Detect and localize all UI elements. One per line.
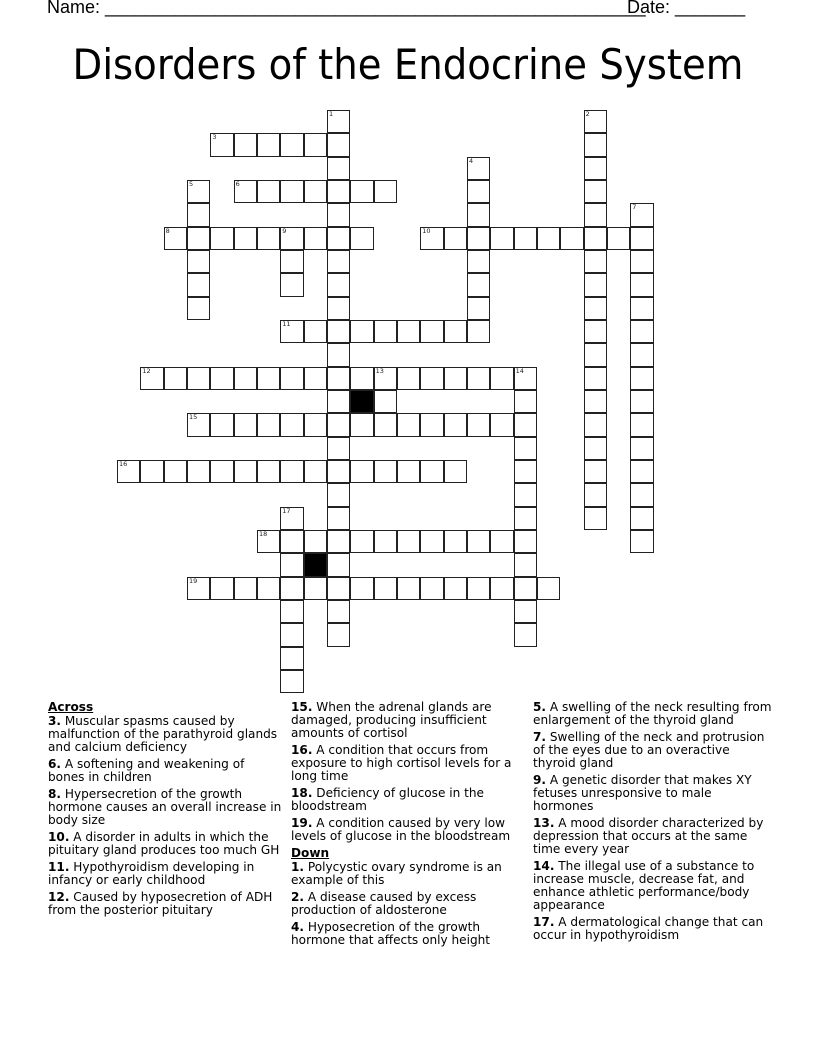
- grid-cell[interactable]: [584, 343, 607, 366]
- grid-cell[interactable]: [304, 460, 327, 483]
- grid-cell[interactable]: [467, 297, 490, 320]
- clue-number: 10: [422, 226, 431, 235]
- grid-cell[interactable]: [630, 390, 653, 413]
- grid-cell[interactable]: [280, 460, 303, 483]
- grid-cell[interactable]: [327, 553, 350, 576]
- clue-number: 8: [165, 226, 170, 235]
- grid-cell[interactable]: [327, 133, 350, 156]
- grid-cell[interactable]: [327, 157, 350, 180]
- grid-cell[interactable]: [327, 320, 350, 343]
- grid-cell[interactable]: [210, 577, 233, 600]
- grid-cell[interactable]: [234, 577, 257, 600]
- page-title: Disorders of the Endocrine System: [72, 40, 744, 89]
- grid-cell[interactable]: [327, 577, 350, 600]
- grid-cell[interactable]: [350, 460, 373, 483]
- grid-cell[interactable]: [467, 203, 490, 226]
- grid-cell[interactable]: [584, 437, 607, 460]
- grid-cell[interactable]: [490, 530, 513, 553]
- grid-cell[interactable]: [420, 577, 443, 600]
- grid-cell[interactable]: [327, 437, 350, 460]
- grid-cell[interactable]: [187, 227, 210, 250]
- clue-down-7: 7. Swelling of the neck and protrusion of the eyes due to an overactive thyroid gland: [533, 730, 765, 770]
- grid-cell[interactable]: [350, 180, 373, 203]
- grid-cell[interactable]: [444, 320, 467, 343]
- grid-cell[interactable]: [327, 273, 350, 296]
- grid-cell[interactable]: [257, 367, 280, 390]
- grid-cell[interactable]: [304, 367, 327, 390]
- grid-cell[interactable]: [280, 507, 303, 530]
- grid-cell[interactable]: [257, 180, 280, 203]
- clue-number: 2: [585, 110, 590, 118]
- grid-cell[interactable]: [584, 460, 607, 483]
- grid-cell[interactable]: [304, 577, 327, 600]
- grid-cell[interactable]: [514, 413, 537, 436]
- clue-across-15: 15. When the adrenal glands are damaged, producing insufficient amounts of cortisol: [291, 700, 492, 740]
- clue-across-3: 3. Muscular spasms caused by malfunction of the parathyroid glands and calcium deficiency: [48, 714, 278, 754]
- grid-cell[interactable]: [630, 530, 653, 553]
- grid-cell[interactable]: [187, 460, 210, 483]
- clue-number: 19: [188, 576, 198, 585]
- grid-cell[interactable]: [444, 460, 467, 483]
- grid-cell[interactable]: [584, 203, 607, 226]
- grid-cell[interactable]: [584, 507, 607, 530]
- grid-cell[interactable]: [467, 320, 490, 343]
- grid-cell[interactable]: [234, 227, 257, 250]
- clue-down-13: 13. A mood disorder characterized by depression that occurs at the same time every year: [533, 816, 764, 856]
- grid-cell[interactable]: [164, 367, 187, 390]
- clue-across-18: 18. Deficiency of glucose in the bloodstream: [291, 786, 484, 813]
- clue-number: 12: [142, 366, 151, 375]
- grid-cell[interactable]: [257, 133, 280, 156]
- grid-cell[interactable]: [187, 577, 210, 600]
- grid-cell[interactable]: [234, 180, 257, 203]
- grid-cell[interactable]: [374, 390, 397, 413]
- grid-cell[interactable]: [630, 343, 653, 366]
- grid-cell[interactable]: [327, 343, 350, 366]
- black-square: [350, 390, 373, 413]
- grid-cell[interactable]: [514, 623, 537, 646]
- grid-cell[interactable]: [234, 133, 257, 156]
- clues-column-3: [533, 701, 773, 946]
- grid-cell[interactable]: [584, 273, 607, 296]
- grid-cell[interactable]: [630, 483, 653, 506]
- grid-cell[interactable]: [420, 367, 443, 390]
- grid-cell[interactable]: [327, 390, 350, 413]
- grid-cell[interactable]: [327, 110, 350, 133]
- grid-cell[interactable]: [514, 367, 537, 390]
- clues-column-2: [291, 701, 523, 951]
- clue-number: 18: [258, 529, 268, 538]
- grid-cell[interactable]: [374, 413, 397, 436]
- grid-cell[interactable]: [280, 623, 303, 646]
- grid-cell[interactable]: [350, 320, 373, 343]
- grid-cell[interactable]: [304, 413, 327, 436]
- grid-cell[interactable]: [140, 460, 163, 483]
- grid-cell[interactable]: [630, 297, 653, 320]
- grid-cell[interactable]: [420, 227, 443, 250]
- grid-cell[interactable]: [514, 227, 537, 250]
- grid-cell[interactable]: [117, 460, 140, 483]
- grid-cell[interactable]: [607, 227, 630, 250]
- grid-cell[interactable]: [514, 577, 537, 600]
- grid-cell[interactable]: [444, 530, 467, 553]
- clue-down-1: 1. Polycystic ovary syndrome is an example of this: [291, 860, 502, 887]
- grid-cell[interactable]: [257, 460, 280, 483]
- grid-cell[interactable]: [327, 250, 350, 273]
- grid-cell[interactable]: [350, 367, 373, 390]
- grid-cell[interactable]: [327, 180, 350, 203]
- grid-cell[interactable]: [420, 460, 443, 483]
- grid-cell[interactable]: [164, 227, 187, 250]
- grid-cell[interactable]: [374, 367, 397, 390]
- grid-cell[interactable]: [490, 577, 513, 600]
- grid-cell[interactable]: [280, 180, 303, 203]
- grid-cell[interactable]: [280, 320, 303, 343]
- grid-cell[interactable]: [280, 227, 303, 250]
- clue-number: 6: [235, 179, 240, 188]
- grid-cell[interactable]: [420, 530, 443, 553]
- grid-cell[interactable]: [374, 577, 397, 600]
- grid-cell[interactable]: [444, 227, 467, 250]
- grid-cell[interactable]: [444, 413, 467, 436]
- grid-cell[interactable]: [514, 460, 537, 483]
- grid-cell[interactable]: [397, 320, 420, 343]
- grid-cell[interactable]: [420, 413, 443, 436]
- grid-cell[interactable]: [397, 530, 420, 553]
- grid-cell[interactable]: [280, 553, 303, 576]
- grid-cell[interactable]: [467, 367, 490, 390]
- grid-cell[interactable]: [280, 600, 303, 623]
- grid-cell[interactable]: [490, 367, 513, 390]
- grid-cell[interactable]: [210, 460, 233, 483]
- grid-cell[interactable]: [327, 507, 350, 530]
- grid-cell[interactable]: [187, 180, 210, 203]
- clue-number: 1: [328, 110, 334, 118]
- grid-cell[interactable]: [187, 203, 210, 226]
- grid-cell[interactable]: [210, 413, 233, 436]
- grid-cell[interactable]: [327, 460, 350, 483]
- grid-cell[interactable]: [397, 577, 420, 600]
- clue-across-6: 6. A softening and weakening of bones in children: [48, 757, 245, 784]
- grid-cell[interactable]: [374, 460, 397, 483]
- grid-cell[interactable]: [630, 413, 653, 436]
- grid-cell[interactable]: [187, 367, 210, 390]
- grid-cell[interactable]: [630, 320, 653, 343]
- clue-number: 16: [119, 459, 128, 468]
- grid-cell[interactable]: [584, 320, 607, 343]
- grid-cell[interactable]: [234, 460, 257, 483]
- grid-cell[interactable]: [187, 413, 210, 436]
- grid-cell[interactable]: [280, 670, 303, 693]
- grid-cell[interactable]: [514, 507, 537, 530]
- grid-cell[interactable]: [584, 250, 607, 273]
- clue-number: 13: [375, 366, 384, 375]
- grid-cell[interactable]: [584, 413, 607, 436]
- grid-cell[interactable]: [327, 623, 350, 646]
- grid-cell[interactable]: [467, 413, 490, 436]
- grid-cell[interactable]: [280, 133, 303, 156]
- grid-cell[interactable]: [467, 273, 490, 296]
- grid-cell[interactable]: [187, 297, 210, 320]
- clue-across-11: 11. Hypothyroidism developing in infancy or early childhood: [48, 860, 255, 887]
- grid-cell[interactable]: [630, 460, 653, 483]
- clue-down-9: 9. A genetic disorder that makes XY fetuses unresponsive to male hormones: [533, 773, 752, 813]
- grid-cell[interactable]: [350, 577, 373, 600]
- clue-number: 15: [188, 413, 198, 422]
- grid-cell[interactable]: [630, 250, 653, 273]
- grid-cell[interactable]: [397, 367, 420, 390]
- grid-cell[interactable]: [327, 600, 350, 623]
- grid-cell[interactable]: [584, 367, 607, 390]
- grid-cell[interactable]: [257, 577, 280, 600]
- grid-cell[interactable]: [164, 460, 187, 483]
- grid-cell[interactable]: [234, 413, 257, 436]
- grid-cell[interactable]: [537, 227, 560, 250]
- grid-cell[interactable]: [514, 437, 537, 460]
- clue-number: 9: [282, 226, 287, 235]
- grid-cell[interactable]: [630, 367, 653, 390]
- grid-cell[interactable]: [140, 367, 163, 390]
- clue-down-2: 2. A disease caused by excess production of aldosterone: [291, 890, 477, 917]
- grid-cell[interactable]: [420, 320, 443, 343]
- clue-number: 5: [188, 179, 194, 188]
- grid-cell[interactable]: [280, 273, 303, 296]
- grid-cell[interactable]: [350, 413, 373, 436]
- clue-number: 4: [468, 156, 474, 165]
- grid-cell[interactable]: [327, 297, 350, 320]
- grid-cell[interactable]: [584, 297, 607, 320]
- grid-cell[interactable]: [280, 250, 303, 273]
- grid-cell[interactable]: [280, 367, 303, 390]
- clue-down-4: 4. Hyposecretion of the growth hormone that affects only height: [291, 920, 491, 947]
- grid-cell[interactable]: [327, 483, 350, 506]
- clue-across-12: 12. Caused by hyposecretion of ADH from the posterior pituitary: [48, 890, 273, 917]
- grid-cell[interactable]: [584, 110, 607, 133]
- grid-cell[interactable]: [630, 273, 653, 296]
- grid-cell[interactable]: [490, 227, 513, 250]
- grid-cell[interactable]: [630, 437, 653, 460]
- clue-down-17: 17. A dermatological change that can occur in hypothyroidism: [533, 915, 764, 942]
- grid-cell[interactable]: [280, 647, 303, 670]
- grid-cell[interactable]: [444, 367, 467, 390]
- date-field-label: Date: _______: [627, 0, 746, 17]
- clue-number: 11: [282, 319, 291, 328]
- grid-cell[interactable]: [584, 390, 607, 413]
- grid-cell[interactable]: [234, 367, 257, 390]
- grid-cell[interactable]: [467, 227, 490, 250]
- grid-cell[interactable]: [467, 577, 490, 600]
- grid-cell[interactable]: [584, 483, 607, 506]
- clue-number: 17: [282, 506, 291, 515]
- across-heading: Across: [48, 700, 94, 714]
- grid-cell[interactable]: [514, 530, 537, 553]
- grid-cell[interactable]: [467, 530, 490, 553]
- clue-number: 14: [515, 366, 524, 375]
- grid-cell[interactable]: [350, 530, 373, 553]
- grid-cell[interactable]: [397, 413, 420, 436]
- grid-cell[interactable]: [490, 413, 513, 436]
- black-square: [304, 553, 327, 576]
- grid-cell[interactable]: [514, 600, 537, 623]
- grid-cell[interactable]: [327, 367, 350, 390]
- down-heading: Down: [291, 846, 330, 860]
- clue-across-16: 16. A condition that occurs from exposure to high cortisol levels for a long time: [291, 743, 512, 783]
- clue-across-8: 8. Hypersecretion of the growth hormone causes an overall increase in body size: [48, 787, 282, 827]
- grid-cell[interactable]: [327, 203, 350, 226]
- grid-cell[interactable]: [514, 483, 537, 506]
- clue-number: 7: [632, 203, 637, 212]
- grid-cell[interactable]: [257, 227, 280, 250]
- grid-cell[interactable]: [397, 460, 420, 483]
- grid-cell[interactable]: [584, 133, 607, 156]
- grid-cell[interactable]: [304, 180, 327, 203]
- grid-cell[interactable]: [327, 530, 350, 553]
- clue-number: 3: [212, 133, 217, 142]
- grid-cell[interactable]: [350, 227, 373, 250]
- grid-cell[interactable]: [257, 530, 280, 553]
- grid-cell[interactable]: [210, 227, 233, 250]
- grid-cell[interactable]: [327, 413, 350, 436]
- grid-cell[interactable]: [280, 577, 303, 600]
- clue-down-14: 14. The illegal use of a substance to increase muscle, decrease fat, and enhance athletic performance/body appearance: [533, 859, 755, 912]
- grid-cell[interactable]: [584, 180, 607, 203]
- grid-cell[interactable]: [584, 157, 607, 180]
- grid-cell[interactable]: [467, 157, 490, 180]
- grid-cell[interactable]: [257, 413, 280, 436]
- grid-cell[interactable]: [304, 227, 327, 250]
- grid-cell[interactable]: [304, 530, 327, 553]
- grid-cell[interactable]: [514, 553, 537, 576]
- grid-cell[interactable]: [514, 390, 537, 413]
- grid-cell[interactable]: [560, 227, 583, 250]
- grid-cell[interactable]: [210, 133, 233, 156]
- grid-cell[interactable]: [210, 367, 233, 390]
- clue-across-19: 19. A condition caused by very low levels of glucose in the bloodstream: [291, 816, 511, 843]
- name-field-label: Name: ______________________________________________________: [47, 0, 646, 17]
- grid-cell[interactable]: [187, 250, 210, 273]
- grid-cell[interactable]: [630, 507, 653, 530]
- clues-column-1: [48, 701, 283, 921]
- grid-cell[interactable]: [374, 180, 397, 203]
- grid-cell[interactable]: [630, 227, 653, 250]
- grid-cell[interactable]: [467, 250, 490, 273]
- grid-cell[interactable]: [327, 227, 350, 250]
- grid-cell[interactable]: [280, 530, 303, 553]
- grid-cell[interactable]: [444, 577, 467, 600]
- grid-cell[interactable]: [304, 320, 327, 343]
- grid-cell[interactable]: [374, 530, 397, 553]
- grid-cell[interactable]: [187, 273, 210, 296]
- clue-across-10: 10. A disorder in adults in which the pituitary gland produces too much GH: [48, 830, 280, 857]
- grid-cell[interactable]: [537, 577, 560, 600]
- clue-down-5: 5. A swelling of the neck resulting from enlargement of the thyroid gland: [533, 700, 772, 727]
- grid-cell[interactable]: [584, 227, 607, 250]
- grid-cell[interactable]: [304, 133, 327, 156]
- grid-cell[interactable]: [374, 320, 397, 343]
- grid-cell[interactable]: [467, 180, 490, 203]
- grid-cell[interactable]: [280, 413, 303, 436]
- grid-cell[interactable]: [630, 203, 653, 226]
